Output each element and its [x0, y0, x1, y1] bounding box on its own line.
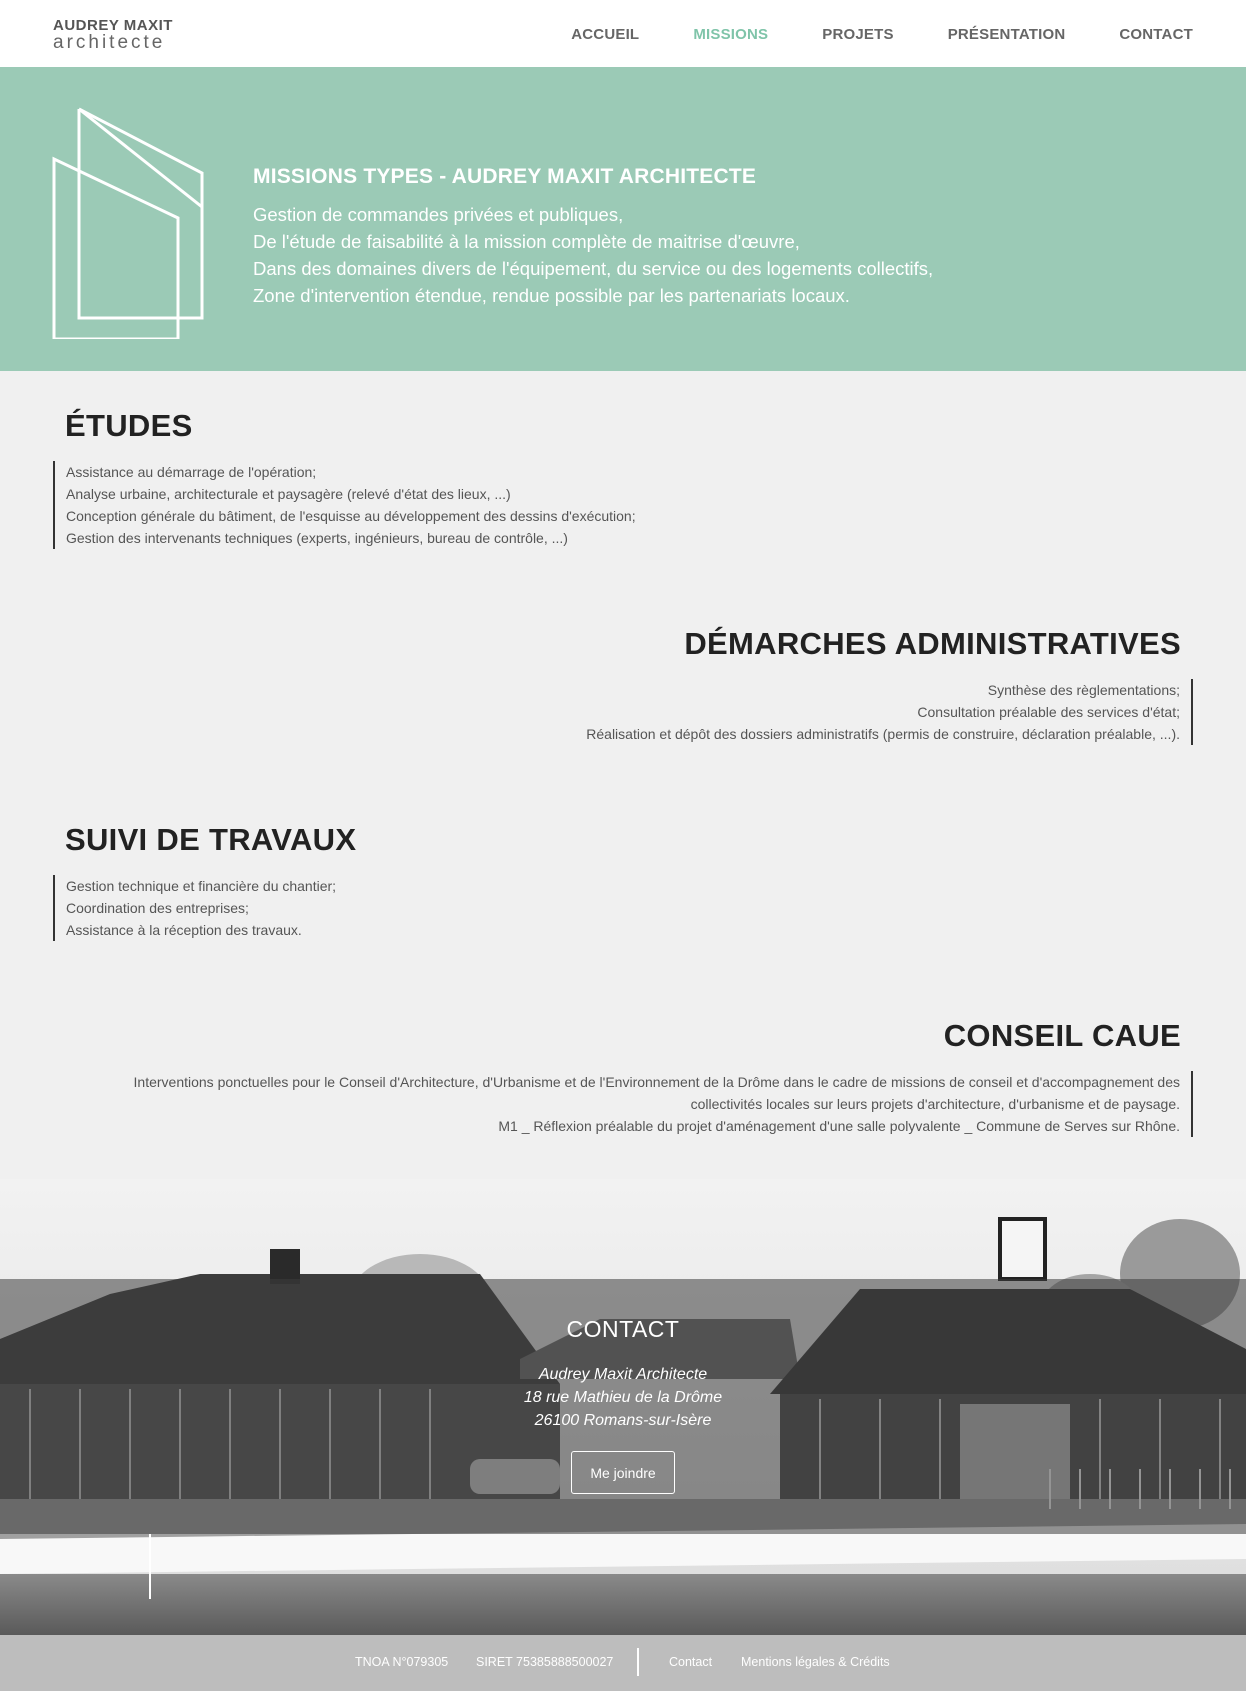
- site-footer: [0, 1635, 1246, 1691]
- contact-button[interactable]: Me joindre: [571, 1451, 675, 1494]
- hero-line: De l'étude de faisabilité à la mission complète de maitrise d'œuvre,: [253, 231, 800, 252]
- section-body-etudes: [53, 461, 636, 549]
- site-header: [0, 0, 1246, 67]
- contact-title: CONTACT: [566, 1316, 680, 1342]
- main-nav: [517, 26, 1193, 43]
- section-title-demarches: DÉMARCHES ADMINISTRATIVES: [684, 626, 1181, 661]
- footer-divider: [637, 1648, 639, 1676]
- logo-subtitle: architecte: [53, 32, 166, 53]
- contact-line: 18 rue Mathieu de la Drôme: [523, 1389, 723, 1406]
- list-item: collectivités locales sur leurs projets d'architecture, d'urbanisme et de paysage.: [690, 1096, 1180, 1112]
- list-item: Coordination des entreprises;: [66, 900, 249, 916]
- logo-name: AUDREY MAXIT: [53, 17, 173, 34]
- list-item: Gestion technique et financière du chantier;: [66, 878, 337, 894]
- section-suivi: [65, 822, 356, 858]
- section-demarches: [684, 626, 1181, 662]
- section-title-suivi: SUIVI DE TRAVAUX: [65, 822, 357, 857]
- hero-title: MISSIONS TYPES - AUDREY MAXIT ARCHITECTE: [253, 165, 757, 188]
- list-item: Gestion des intervenants techniques (experts, ingénieurs, bureau de contrôle, ...): [66, 530, 568, 546]
- list-item: Assistance au démarrage de l'opération;: [66, 464, 317, 480]
- hero-line: Gestion de commandes privées et publiques,: [253, 204, 624, 225]
- nav-projets[interactable]: PROJETS: [822, 26, 894, 43]
- site-logo[interactable]: [53, 17, 173, 52]
- nav-accueil[interactable]: ACCUEIL: [571, 26, 640, 43]
- hero-banner: [0, 67, 1246, 371]
- section-body-suivi: [53, 875, 336, 941]
- section-etudes: [65, 408, 193, 444]
- list-item: Interventions ponctuelles pour le Conseil d'Architecture, d'Urbanisme et de l'Environnement de la Drôme dans le cadre de missions de conseil et d'accompagnement des: [133, 1074, 1180, 1090]
- hero-line: Zone d'intervention étendue, rendue possible par les partenariats locaux.: [253, 285, 850, 306]
- hero-text: [253, 165, 933, 309]
- footer-legal-link[interactable]: Mentions légales & Crédits: [741, 1655, 890, 1669]
- section-body-demarches: [586, 679, 1193, 745]
- contact-line: Audrey Maxit Architecte: [538, 1366, 708, 1383]
- nav-presentation[interactable]: PRÉSENTATION: [947, 26, 1066, 43]
- section-body-caue: [134, 1071, 1193, 1137]
- list-item: Analyse urbaine, architecturale et paysagère (relevé d'état des lieux, ...): [66, 486, 511, 502]
- nav-contact[interactable]: CONTACT: [1119, 26, 1193, 43]
- section-title-etudes: ÉTUDES: [65, 408, 193, 443]
- nav-missions[interactable]: MISSIONS: [693, 26, 769, 43]
- hero-line: Dans des domaines divers de l'équipement, du service ou des logements collectifs,: [253, 258, 934, 279]
- footer-contact-link[interactable]: Contact: [669, 1655, 713, 1669]
- list-item: Réalisation et dépôt des dossiers administratifs (permis de construire, déclaration préalable, ...).: [586, 726, 1180, 742]
- contact-address: [0, 1363, 1246, 1432]
- section-title-caue: CONSEIL CAUE: [943, 1018, 1181, 1053]
- list-item: Assistance à la réception des travaux.: [66, 922, 302, 938]
- footer-siret: SIRET 75385888500027: [476, 1655, 614, 1669]
- contact-line: 26100 Romans-sur-Isère: [534, 1412, 712, 1429]
- list-item: Conception générale du bâtiment, de l'esquisse au développement des dessins d'exécution;: [66, 508, 636, 524]
- list-item: Synthèse des règlementations;: [987, 682, 1180, 698]
- list-item: M1 _ Réflexion préalable du projet d'aménagement d'une salle polyvalente _ Commune de Serves sur Rhône.: [498, 1118, 1180, 1134]
- section-caue: [944, 1018, 1181, 1054]
- house-outline-icon: [52, 107, 207, 339]
- list-item: Consultation préalable des services d'état;: [917, 704, 1180, 720]
- footer-tnoa: TNOA N°079305: [355, 1655, 449, 1669]
